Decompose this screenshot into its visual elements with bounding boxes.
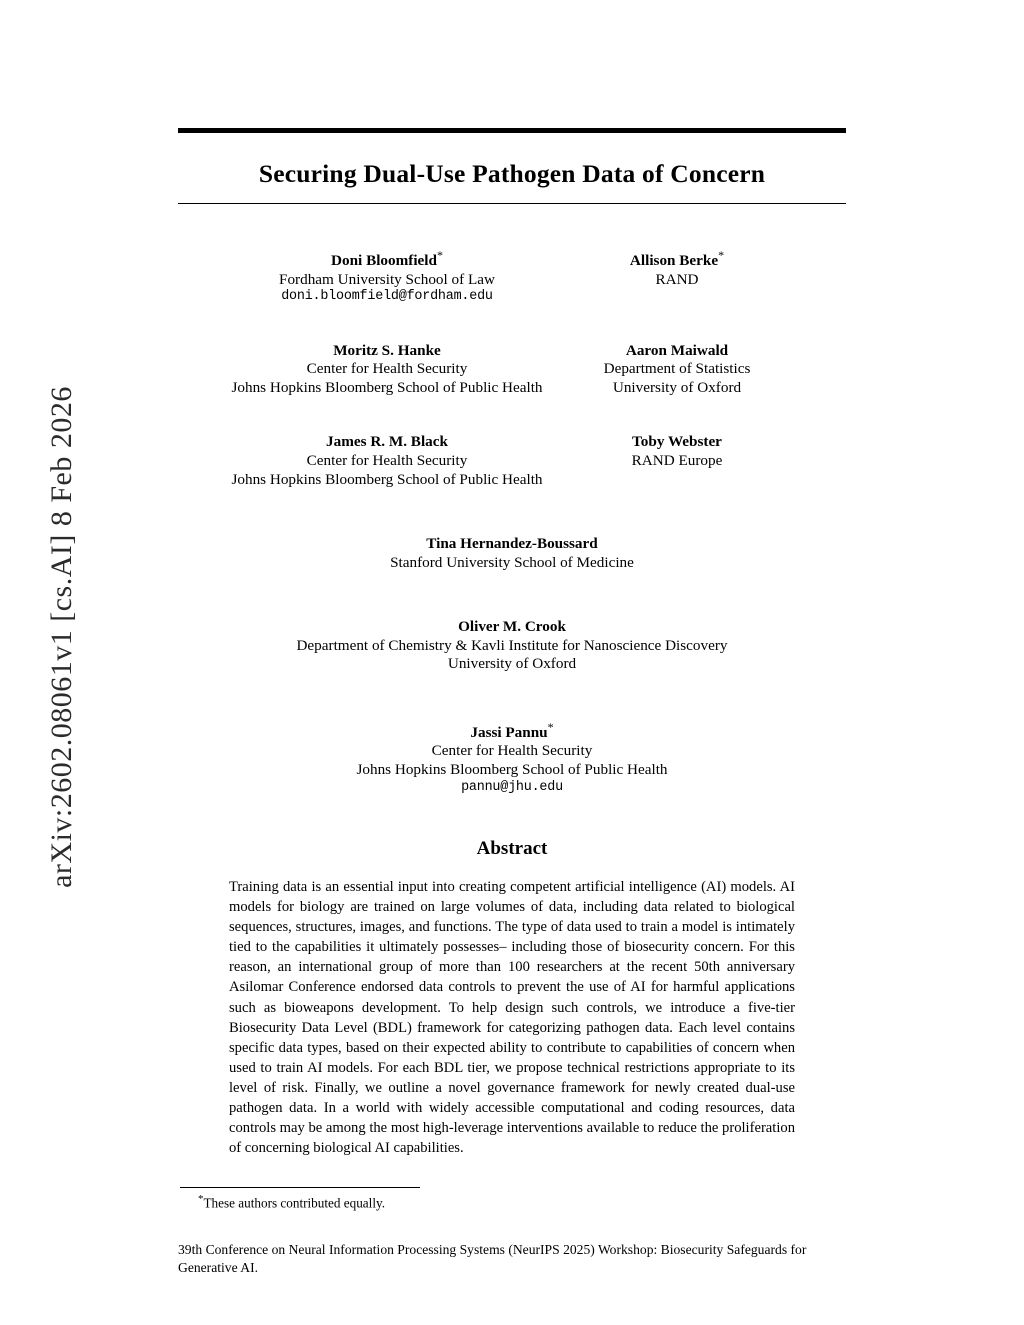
abstract-heading: Abstract	[476, 837, 548, 859]
footnote-text-body: These authors contributed equally.	[203, 1195, 386, 1210]
author-black	[222, 433, 552, 489]
author-affiliation-1: Center for Health Security	[306, 360, 468, 378]
author-affiliation-2: Johns Hopkins Bloomberg School of Public Health	[231, 378, 543, 396]
equal-contribution-marker: *	[436, 248, 443, 263]
author-row-5	[178, 618, 846, 674]
author-name-text: Jassi Pannu	[470, 723, 548, 741]
footnote-equal-contribution	[198, 1193, 846, 1211]
page-title: Securing Dual-Use Pathogen Data of Concern	[258, 159, 766, 188]
author-bloomfield	[222, 248, 552, 306]
spacer	[178, 592, 846, 618]
author-affiliation: Fordham University School of Law	[279, 270, 495, 288]
author-name-text: Doni Bloomfield	[331, 252, 437, 270]
spacer	[178, 326, 846, 342]
author-name: Toby Webster	[632, 433, 722, 451]
equal-contribution-marker: *	[718, 248, 725, 263]
title-top-rule	[178, 128, 846, 133]
author-affiliation-2: University of Oxford	[612, 378, 742, 396]
spacer	[178, 417, 846, 433]
author-row-2	[178, 342, 846, 398]
author-affiliation-2: University of Oxford	[447, 655, 577, 673]
author-name: Oliver M. Crook	[458, 618, 566, 636]
arxiv-identifier-stamp: arXiv:2602.08061v1 [cs.AI] 8 Feb 2026	[45, 386, 78, 888]
author-berke	[552, 248, 802, 289]
spacer	[178, 509, 846, 535]
author-name	[222, 248, 552, 271]
author-webster	[552, 433, 802, 470]
author-maiwald	[552, 342, 802, 398]
author-hanke	[222, 342, 552, 398]
author-name: James R. M. Black	[326, 433, 448, 451]
author-affiliation: RAND	[655, 270, 699, 288]
author-affiliation-1: Center for Health Security	[306, 451, 468, 469]
author-list	[178, 248, 846, 796]
author-name: Aaron Maiwald	[625, 341, 729, 359]
author-name-text: Allison Berke	[629, 252, 719, 270]
author-name	[552, 248, 802, 271]
footnote-marker: *	[198, 1192, 204, 1205]
author-affiliation-2: Johns Hopkins Bloomberg School of Public Health	[356, 760, 668, 778]
author-row-4	[178, 535, 846, 572]
footnote-area	[178, 1187, 846, 1211]
equal-contribution-marker: *	[547, 719, 554, 734]
author-hernandez-boussard	[178, 535, 846, 572]
author-affiliation-1: Department of Chemistry & Kavli Institute for Nanoscience Discovery	[296, 636, 728, 654]
author-name: Tina Hernandez-Boussard	[426, 535, 598, 553]
author-email: doni.bloomfield@fordham.edu	[281, 289, 493, 305]
author-name	[178, 720, 846, 743]
author-affiliation: Stanford University School of Medicine	[390, 553, 634, 571]
author-affiliation-1: Department of Statistics	[603, 360, 751, 378]
abstract-body: Training data is an essential input into creating competent artificial intelligence (AI) models. AI models for biology are trained on large volumes of data, including data related to biological sequences, structures, images, and functions. The type of data used to train a model is intimately tied to the capabilities it ultimately possesses– including those of biosecurity concern. For this reason, an international group of more than 100 researchers at the recent 50th anniversary Asilomar Conference endorsed data controls to prevent the use of AI for harmful applications such as bioweapons development. To help design such controls, we introduce a five-tier Biosecurity Data Level (BDL) framework for categorizing pathogen data. Each level contains specific data types, based on their expected ability to contribute to capabilities of concern when used to train AI models. For each BDL tier, we propose technical restrictions appropriate to its level of risk. Finally, we outline a novel governance framework for newly created dual-use pathogen data. In a world with widely accessible computational and coding resources, data controls may be among the most high-leverage interventions available to reduce the proliferation of concerning biological AI capabilities.	[229, 878, 795, 1157]
author-row-6	[178, 720, 846, 796]
author-affiliation-1: Center for Health Security	[431, 742, 593, 760]
author-row-3	[178, 433, 846, 489]
author-pannu	[178, 720, 846, 796]
footnote-separator-rule	[180, 1187, 420, 1188]
venue-note: 39th Conference on Neural Information Processing Systems (NeurIPS 2025) Workshop: Biosecurity Safeguards for Generative AI.	[178, 1242, 807, 1275]
author-email: pannu@jhu.edu	[461, 779, 563, 795]
author-affiliation-1: RAND Europe	[631, 451, 723, 469]
author-name: Moritz S. Hanke	[333, 341, 441, 359]
title-bottom-rule	[178, 203, 846, 204]
author-crook	[178, 618, 846, 674]
paper-page	[178, 0, 846, 1325]
spacer	[178, 694, 846, 720]
author-affiliation-2: Johns Hopkins Bloomberg School of Public Health	[231, 470, 543, 488]
author-row-1	[178, 248, 846, 306]
